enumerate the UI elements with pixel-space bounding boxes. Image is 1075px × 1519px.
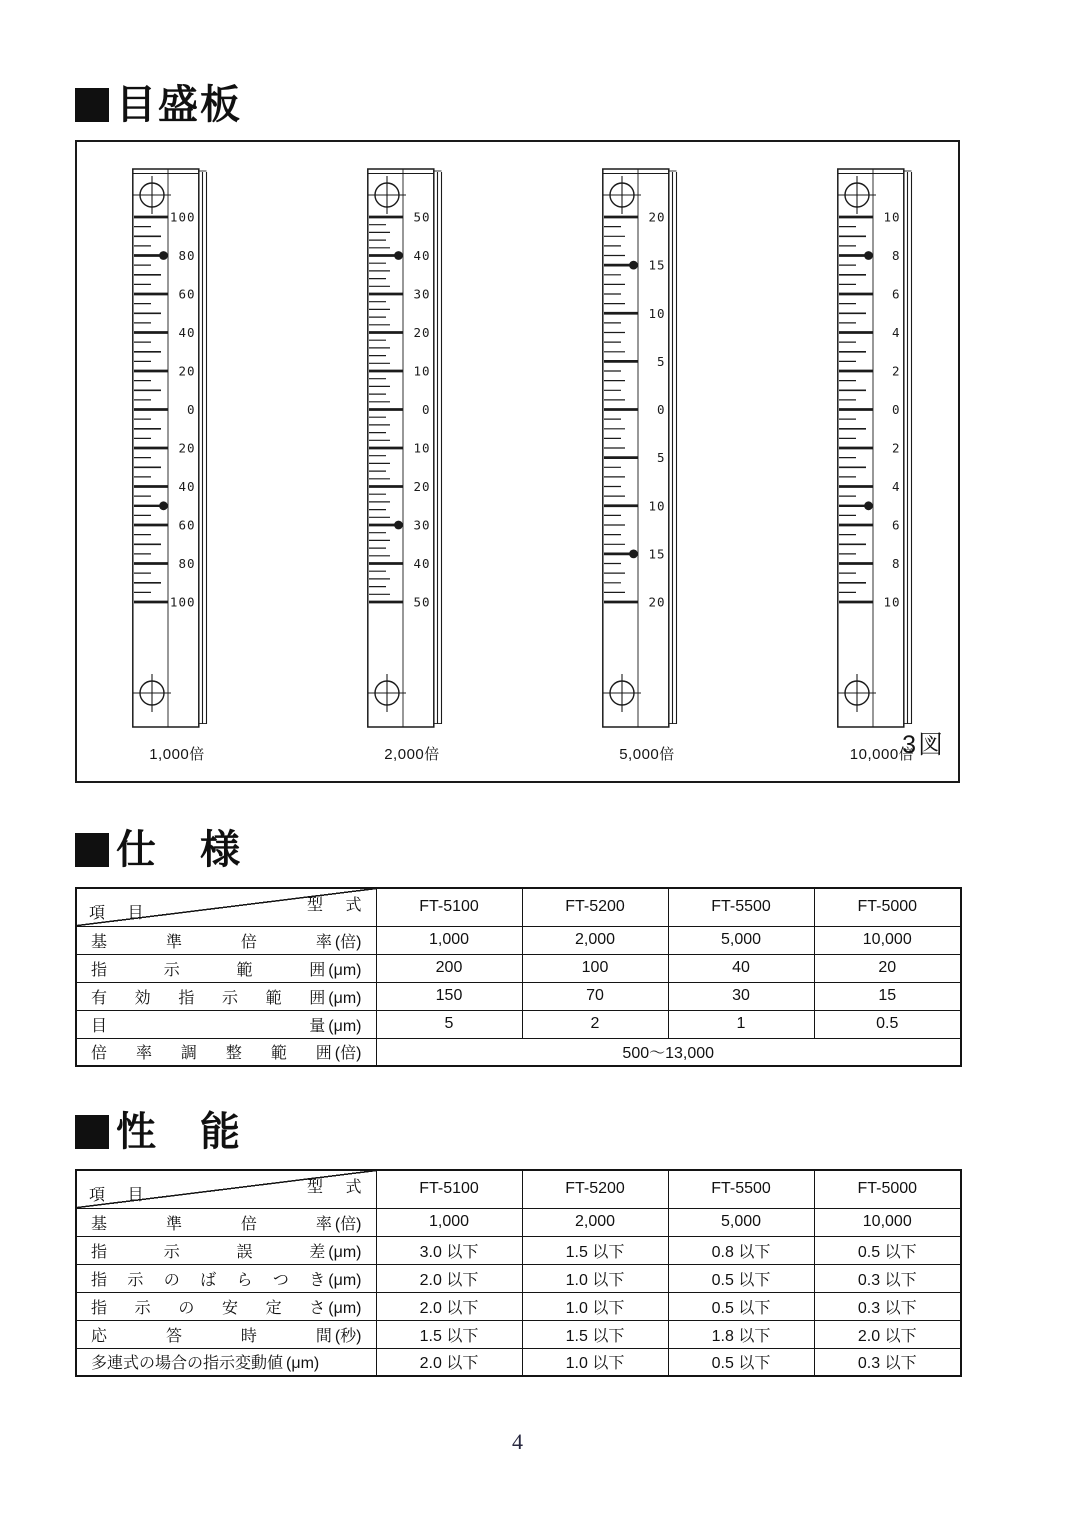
pointer-dot xyxy=(159,501,168,510)
header-corner-cell xyxy=(76,1170,376,1208)
scale-plate-drawing xyxy=(132,167,222,732)
figure-number: 3図 xyxy=(902,731,945,759)
model-header-cell: FT-5100 xyxy=(376,888,522,926)
corner-model-label: 型 式 xyxy=(307,1179,364,1196)
row-label-cell: 指 示 誤 差 (μm) xyxy=(76,1236,376,1264)
value-cell: 0.3 以下 xyxy=(814,1292,961,1320)
row-label-cell: 応 答 時 間 (秒) xyxy=(76,1320,376,1348)
value-cell: 10,000 xyxy=(814,926,961,954)
pointer-dot xyxy=(629,550,638,559)
value-cell: 1.5 以下 xyxy=(376,1320,522,1348)
tick-label: 0 xyxy=(421,402,431,417)
table-header-row xyxy=(76,888,961,926)
section-heading-scale-plate xyxy=(75,84,960,126)
tick-label: 2 xyxy=(891,363,901,379)
heading-square-marker xyxy=(75,833,109,867)
value-cell: 0.5 以下 xyxy=(668,1348,814,1376)
table-row xyxy=(76,1038,961,1066)
value-cell: 3.0 以下 xyxy=(376,1236,522,1264)
value-cell: 1,000 xyxy=(376,1208,522,1236)
mounting-hole-crosshair xyxy=(133,674,171,712)
model-header-cell: FT-5100 xyxy=(376,1170,522,1208)
tick-label: 10 xyxy=(413,440,431,456)
tick-label: 4 xyxy=(891,479,901,494)
value-cell: 2.0 以下 xyxy=(376,1264,522,1292)
value-cell: 0.5 以下 xyxy=(668,1264,814,1292)
row-label-cell: 多連式の場合の指示変動値 (μm) xyxy=(76,1348,376,1376)
value-cell: 5 xyxy=(376,1010,522,1038)
pointer-dot xyxy=(394,251,403,260)
magnification-label: 10,000倍 xyxy=(849,746,915,763)
model-header-cell: FT-5500 xyxy=(668,888,814,926)
value-cell: 0.3 以下 xyxy=(814,1348,961,1376)
model-header-cell: FT-5500 xyxy=(668,1170,814,1208)
section-heading-specifications xyxy=(75,829,960,871)
tick-label: 50 xyxy=(413,209,431,225)
table-row xyxy=(76,982,961,1010)
value-cell: 200 xyxy=(376,954,522,982)
tick-label: 20 xyxy=(178,363,196,379)
row-label-cell: 指 示 の ば ら つ き (μm) xyxy=(76,1264,376,1292)
value-cell: 2 xyxy=(522,1010,668,1038)
tick-label: 10 xyxy=(648,305,666,321)
tick-label: 40 xyxy=(413,556,431,571)
value-cell: 1,000 xyxy=(376,926,522,954)
value-cell: 0.3 以下 xyxy=(814,1264,961,1292)
tick-label: 40 xyxy=(178,479,196,494)
tick-label: 5 xyxy=(656,353,666,369)
value-cell: 1.0 以下 xyxy=(522,1264,668,1292)
magnification-label: 5,000倍 xyxy=(619,746,675,763)
table-row xyxy=(76,1292,961,1320)
value-cell: 1.8 以下 xyxy=(668,1320,814,1348)
tick-label: 8 xyxy=(891,556,901,571)
scale-plate-2 xyxy=(367,167,457,764)
row-label-cell: 指 示 の 安 定 さ (μm) xyxy=(76,1292,376,1320)
scale-plate-drawing xyxy=(837,167,927,732)
tick-label: 20 xyxy=(178,440,196,456)
table-row xyxy=(76,1264,961,1292)
corner-item-label: 項 目 xyxy=(89,904,146,922)
tick-label: 80 xyxy=(178,556,196,571)
tick-label: 10 xyxy=(883,594,901,610)
value-cell: 1 xyxy=(668,1010,814,1038)
tick-label: 40 xyxy=(413,248,431,263)
corner-model-label: 型 式 xyxy=(307,897,364,914)
value-cell: 5,000 xyxy=(668,1208,814,1236)
row-label-cell: 基 準 倍 率 (倍) xyxy=(76,926,376,954)
value-cell: 70 xyxy=(522,982,668,1010)
table-row xyxy=(76,1208,961,1236)
tick-label: 60 xyxy=(178,517,196,533)
value-cell: 1.5 以下 xyxy=(522,1236,668,1264)
mounting-hole-crosshair xyxy=(368,674,406,712)
specifications-table xyxy=(75,887,962,1067)
tick-label: 30 xyxy=(413,286,431,302)
tick-label: 20 xyxy=(648,209,666,225)
section-heading-performance xyxy=(75,1111,960,1153)
row-label-cell: 目 量 (μm) xyxy=(76,1010,376,1038)
model-header-cell: FT-5000 xyxy=(814,888,961,926)
tick-label: 100 xyxy=(169,209,196,225)
row-label-cell: 基 準 倍 率 (倍) xyxy=(76,1208,376,1236)
section-title-performance: 性 能 xyxy=(116,1110,242,1154)
value-cell: 0.5 以下 xyxy=(668,1292,814,1320)
scale-plate-4 xyxy=(837,167,927,764)
scale-plate-drawing xyxy=(602,167,692,732)
value-cell: 150 xyxy=(376,982,522,1010)
tick-label: 50 xyxy=(413,594,431,610)
value-cell: 40 xyxy=(668,954,814,982)
row-label-cell: 倍 率 調 整 範 囲 (倍) xyxy=(76,1038,376,1066)
tick-label: 0 xyxy=(656,402,666,417)
table-row xyxy=(76,1236,961,1264)
tick-label: 10 xyxy=(648,498,666,514)
tick-label: 4 xyxy=(891,325,901,340)
tick-label: 30 xyxy=(413,517,431,533)
magnification-label: 1,000倍 xyxy=(149,746,205,763)
tick-label: 6 xyxy=(891,517,901,533)
performance-table xyxy=(75,1169,962,1377)
model-header-cell: FT-5200 xyxy=(522,1170,668,1208)
pointer-dot xyxy=(394,521,403,530)
tick-label: 15 xyxy=(648,546,666,562)
tick-label: 6 xyxy=(891,286,901,302)
tick-label: 80 xyxy=(178,248,196,263)
table-row xyxy=(76,954,961,982)
value-cell: 10,000 xyxy=(814,1208,961,1236)
mounting-hole-crosshair xyxy=(603,176,641,214)
tick-label: 10 xyxy=(883,209,901,225)
value-cell: 0.5 以下 xyxy=(814,1236,961,1264)
header-corner-cell xyxy=(76,888,376,926)
tick-label: 40 xyxy=(178,325,196,340)
table-row xyxy=(76,1010,961,1038)
mounting-hole-crosshair xyxy=(368,176,406,214)
merged-value-cell: 500〜13,000 xyxy=(376,1038,961,1066)
value-cell: 0.8 以下 xyxy=(668,1236,814,1264)
scale-plate-drawing xyxy=(367,167,457,732)
value-cell: 15 xyxy=(814,982,961,1010)
value-cell: 2,000 xyxy=(522,926,668,954)
model-header-cell: FT-5200 xyxy=(522,888,668,926)
scale-plate-1 xyxy=(132,167,222,764)
value-cell: 2.0 以下 xyxy=(814,1320,961,1348)
value-cell: 5,000 xyxy=(668,926,814,954)
table-row xyxy=(76,1348,961,1376)
mounting-hole-crosshair xyxy=(133,176,171,214)
section-title-scale-plate: 目盛板 xyxy=(116,83,242,127)
tick-label: 60 xyxy=(178,286,196,302)
value-cell: 2.0 以下 xyxy=(376,1348,522,1376)
table-row xyxy=(76,1320,961,1348)
value-cell: 2.0 以下 xyxy=(376,1292,522,1320)
table-row xyxy=(76,926,961,954)
tick-label: 15 xyxy=(648,257,666,273)
value-cell: 1.0 以下 xyxy=(522,1348,668,1376)
pointer-dot xyxy=(629,261,638,270)
tick-label: 20 xyxy=(648,594,666,610)
tick-label: 10 xyxy=(413,363,431,379)
row-label-cell: 指 示 範 囲 (μm) xyxy=(76,954,376,982)
tick-label: 100 xyxy=(169,594,196,610)
row-label-cell: 有 効 指 示 範 囲 (μm) xyxy=(76,982,376,1010)
tick-label: 0 xyxy=(891,402,901,417)
value-cell: 0.5 xyxy=(814,1010,961,1038)
magnification-label: 2,000倍 xyxy=(384,746,440,763)
value-cell: 1.5 以下 xyxy=(522,1320,668,1348)
tick-label: 8 xyxy=(891,248,901,263)
value-cell: 100 xyxy=(522,954,668,982)
pointer-dot xyxy=(864,501,873,510)
heading-square-marker xyxy=(75,88,109,122)
tick-label: 20 xyxy=(413,325,431,340)
heading-square-marker xyxy=(75,1115,109,1149)
value-cell: 20 xyxy=(814,954,961,982)
tick-label: 2 xyxy=(891,440,901,456)
value-cell: 30 xyxy=(668,982,814,1010)
section-title-specifications: 仕 様 xyxy=(116,828,242,872)
value-cell: 1.0 以下 xyxy=(522,1292,668,1320)
scale-plate-figure xyxy=(75,140,960,783)
tick-label: 0 xyxy=(186,402,196,417)
pointer-dot xyxy=(159,251,168,260)
mounting-hole-crosshair xyxy=(838,674,876,712)
value-cell: 2,000 xyxy=(522,1208,668,1236)
model-header-cell: FT-5000 xyxy=(814,1170,961,1208)
mounting-hole-crosshair xyxy=(838,176,876,214)
pointer-dot xyxy=(864,251,873,260)
page-number: 4 xyxy=(512,1429,523,1454)
tick-label: 20 xyxy=(413,479,431,494)
corner-item-label: 項 目 xyxy=(89,1186,146,1204)
mounting-hole-crosshair xyxy=(603,674,641,712)
scale-plate-3 xyxy=(602,167,692,764)
table-header-row xyxy=(76,1170,961,1208)
tick-label: 5 xyxy=(656,450,666,466)
